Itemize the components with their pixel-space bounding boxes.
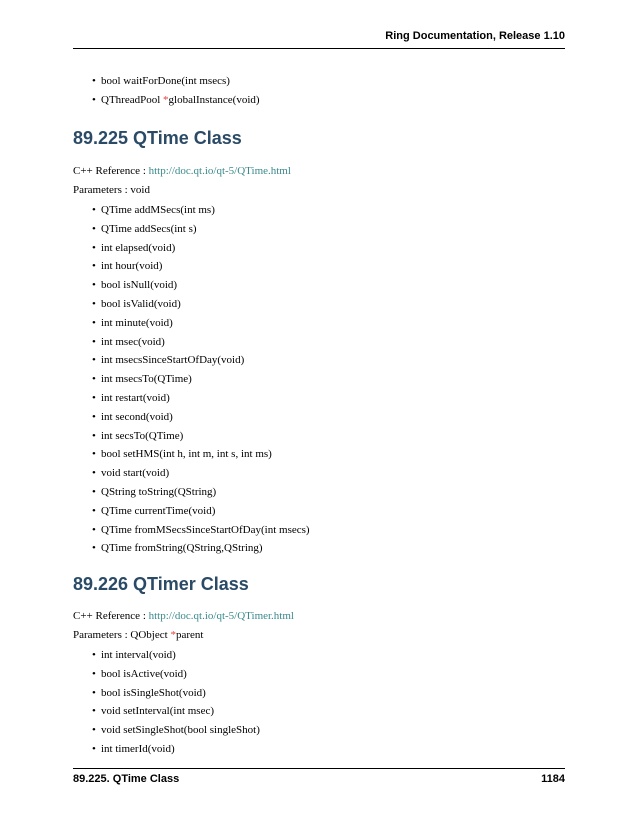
running-header: Ring Documentation, Release 1.10 <box>385 30 565 42</box>
list-item: • QTime addSecs(int s) <box>92 222 197 235</box>
list-item: • QTime fromMSecsSinceStartOfDay(int msecs) <box>92 523 310 536</box>
footer-rule <box>73 768 565 769</box>
list-item: • int msec(void) <box>92 335 165 348</box>
list-item: • int second(void) <box>92 410 173 423</box>
parameters-line: Parameters : QObject *parent <box>73 629 204 641</box>
section-heading-qtime: 89.225 QTime Class <box>73 128 242 148</box>
list-item: • bool setHMS(int h, int m, int s, int ms) <box>92 448 272 461</box>
list-item: • void setInterval(int msec) <box>92 705 215 718</box>
list-item: • int minute(void) <box>92 316 173 329</box>
list-item: • int msecsSinceStartOfDay(void) <box>92 354 245 367</box>
list-item: • int restart(void) <box>92 391 170 404</box>
list-item: • QString toString(QString) <box>92 485 217 498</box>
page-number: 1184 <box>541 773 565 785</box>
header-rule <box>73 48 565 49</box>
qtime-method-list <box>92 203 310 560</box>
list-item: • int secsTo(QTime) <box>92 429 184 442</box>
parameters-line: Parameters : void <box>73 184 150 196</box>
qtimer-method-list <box>92 648 260 761</box>
reference-link[interactable]: http://doc.qt.io/qt-5/QTime.html <box>148 165 291 177</box>
list-item: • int hour(void) <box>92 260 163 273</box>
list-item: • QTime currentTime(void) <box>92 504 216 517</box>
list-item: • bool isValid(void) <box>92 297 181 310</box>
list-item: • bool isActive(void) <box>92 667 187 680</box>
list-item: • int interval(void) <box>92 649 176 661</box>
cpp-reference: C++ Reference : http://doc.qt.io/qt-5/QTimer.html <box>73 610 294 622</box>
footer-section: 89.225. QTime Class <box>73 773 180 785</box>
list-item: • bool isNull(void) <box>92 279 178 292</box>
top-method-list <box>92 74 260 112</box>
list-item: • bool isSingleShot(void) <box>92 686 206 699</box>
list-item: • QTime fromString(QString,QString) <box>92 542 263 555</box>
section-heading-qtimer: 89.226 QTimer Class <box>73 574 249 594</box>
list-item: • QThreadPool *globalInstance(void) <box>92 93 260 106</box>
list-item: • QTime addMSecs(int ms) <box>92 204 215 216</box>
list-item: • int elapsed(void) <box>92 241 176 254</box>
list-item: • void setSingleShot(bool singleShot) <box>92 724 260 737</box>
list-item: • void start(void) <box>92 467 170 480</box>
list-item: • int msecsTo(QTime) <box>92 373 192 386</box>
cpp-reference: C++ Reference : http://doc.qt.io/qt-5/QTime.html <box>73 165 291 177</box>
reference-link[interactable]: http://doc.qt.io/qt-5/QTimer.html <box>148 610 294 622</box>
list-item: • bool waitForDone(int msecs) <box>92 75 230 87</box>
list-item: • int timerId(void) <box>92 742 175 755</box>
